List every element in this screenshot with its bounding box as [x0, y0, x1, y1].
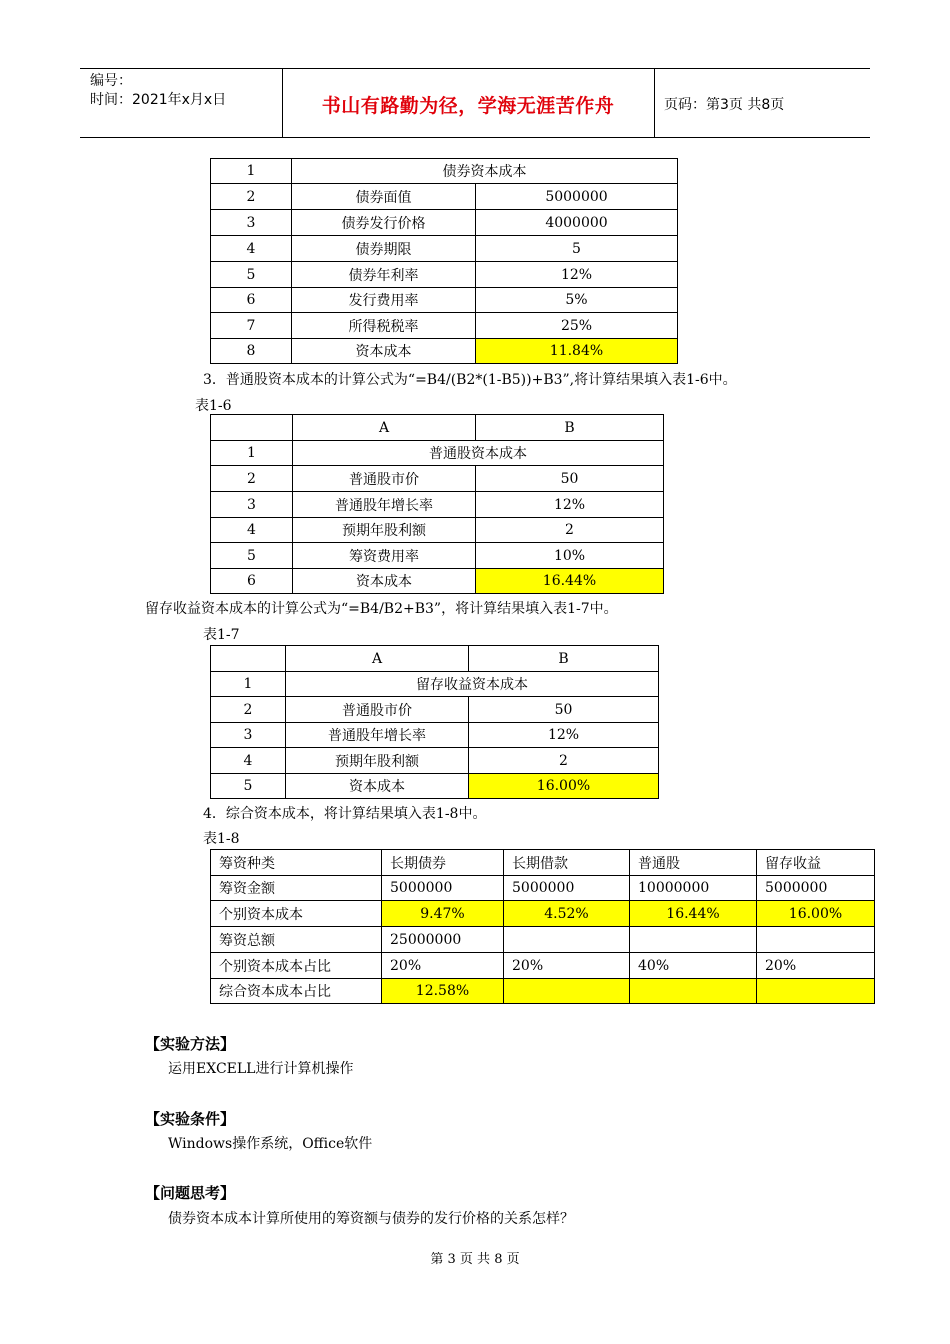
cell-value: 50: [476, 466, 664, 492]
amount-cell: 5000000: [382, 876, 504, 901]
serial-label: 编号：: [90, 73, 132, 89]
cell-label: 资本成本: [286, 774, 469, 799]
amount-cell: 5000000: [504, 876, 630, 901]
individual-cost-cell: 16.00%: [757, 901, 875, 927]
paragraph-retained-earnings: 留存收益资本成本的计算公式为“=B4/B2+B3”，将计算结果填入表1-7中。: [145, 601, 618, 617]
empty-highlight-cell: [630, 979, 757, 1004]
retained-earnings-cost-table: [210, 645, 659, 799]
row-label: 筹资金额: [211, 876, 382, 901]
caption-table-1-8: 表1-8: [203, 831, 240, 847]
row-label: 筹资总额: [211, 927, 382, 953]
row-number: 4: [211, 748, 286, 774]
empty-cell: [757, 927, 875, 953]
page-footer: 第 3 页 共 8 页: [430, 1252, 520, 1267]
row-number: 2: [211, 466, 293, 492]
cell-label: 发行费用率: [292, 288, 476, 313]
row-label: 个别资本成本: [211, 901, 382, 927]
paragraph-composite: 4．综合资本成本，将计算结果填入表1-8中。: [203, 806, 487, 822]
header-page-number: 页码：第3页 共8页: [664, 97, 785, 113]
row-number: 1: [211, 441, 293, 466]
cell-value: 5000000: [476, 184, 678, 210]
cell-label: 普通股市价: [293, 466, 476, 492]
header-divider: [654, 69, 655, 137]
time-text: 时间：2021年x月x日: [90, 92, 227, 108]
row-label: 个别资本成本占比: [211, 953, 382, 979]
row-number: 5: [211, 262, 292, 288]
amount-cell: 10000000: [630, 876, 757, 901]
column-header-b: B: [469, 646, 659, 672]
row-number: 5: [211, 543, 293, 569]
cell-value: 4000000: [476, 210, 678, 236]
cell-label: 所得税税率: [292, 313, 476, 339]
bond-cost-table: [210, 158, 678, 364]
cell-label: 筹资费用率: [293, 543, 476, 569]
individual-cost-cell: 4.52%: [504, 901, 630, 927]
page-header: [80, 68, 870, 138]
row-label: 综合资本成本占比: [211, 979, 382, 1004]
total-amount-cell: 25000000: [382, 927, 504, 953]
corner-cell: [211, 415, 293, 441]
cell-value: 12%: [469, 723, 659, 748]
cell-label: 债券面值: [292, 184, 476, 210]
row-number: 4: [211, 518, 293, 543]
composite-cost-result: 12.58%: [382, 979, 504, 1004]
row-number: 2: [211, 697, 286, 723]
cell-value: 5%: [476, 288, 678, 313]
header-cell: 筹资种类: [211, 850, 382, 876]
section-title-question: 【问题思考】: [145, 1184, 236, 1202]
cell-label: 资本成本: [292, 339, 476, 364]
row-number: 2: [211, 184, 292, 210]
caption-table-1-6: 表1-6: [195, 398, 232, 414]
corner-cell: [211, 646, 286, 672]
row-number: 5: [211, 774, 286, 799]
section-text-method: 运用EXCELL进行计算机操作: [168, 1061, 354, 1077]
share-cell: 40%: [630, 953, 757, 979]
table-title: 债券资本成本: [292, 159, 678, 184]
header-meta: [90, 72, 226, 110]
header-motto: 书山有路勤为径，学海无涯苦作舟: [321, 95, 615, 117]
row-number: 8: [211, 339, 292, 364]
cell-label: 普通股年增长率: [286, 723, 469, 748]
row-number: 7: [211, 313, 292, 339]
row-number: 6: [211, 288, 292, 313]
empty-highlight-cell: [757, 979, 875, 1004]
share-cell: 20%: [757, 953, 875, 979]
empty-highlight-cell: [504, 979, 630, 1004]
individual-cost-cell: 9.47%: [382, 901, 504, 927]
empty-cell: [504, 927, 630, 953]
capital-cost-result: 11.84%: [476, 339, 678, 364]
row-number: 3: [211, 210, 292, 236]
capital-cost-result: 16.00%: [469, 774, 659, 799]
cell-label: 债券年利率: [292, 262, 476, 288]
cell-value: 12%: [476, 262, 678, 288]
section-title-method: 【实验方法】: [145, 1035, 236, 1053]
row-number: 3: [211, 492, 293, 518]
cell-value: 10%: [476, 543, 664, 569]
cell-label: 普通股市价: [286, 697, 469, 723]
table-title: 留存收益资本成本: [286, 672, 659, 697]
header-cell: 普通股: [630, 850, 757, 876]
section-text-conditions: Windows操作系统，Office软件: [168, 1136, 373, 1152]
column-header-a: A: [286, 646, 469, 672]
row-number: 1: [211, 672, 286, 697]
row-number: 3: [211, 723, 286, 748]
cell-label: 预期年股利额: [293, 518, 476, 543]
row-number: 4: [211, 236, 292, 262]
share-cell: 20%: [504, 953, 630, 979]
cell-label: 债券期限: [292, 236, 476, 262]
capital-cost-result: 16.44%: [476, 569, 664, 594]
cell-value: 25%: [476, 313, 678, 339]
header-cell: 长期借款: [504, 850, 630, 876]
paragraph-common-stock: 3．普通股资本成本的计算公式为“=B4/(B2*(1-B5))+B3”,将计算结果填入表1-6中。: [203, 372, 737, 388]
column-header-b: B: [476, 415, 664, 441]
cell-value: 2: [469, 748, 659, 774]
common-stock-cost-table: [210, 414, 664, 594]
section-title-conditions: 【实验条件】: [145, 1110, 236, 1128]
row-number: 1: [211, 159, 292, 184]
header-cell: 留存收益: [757, 850, 875, 876]
table-title: 普通股资本成本: [293, 441, 664, 466]
header-cell: 长期债券: [382, 850, 504, 876]
cell-label: 债券发行价格: [292, 210, 476, 236]
section-text-question: 债券资本成本计算所使用的筹资额与债券的发行价格的关系怎样？: [168, 1211, 574, 1227]
cell-value: 2: [476, 518, 664, 543]
share-cell: 20%: [382, 953, 504, 979]
cell-label: 预期年股利额: [286, 748, 469, 774]
row-number: 6: [211, 569, 293, 594]
cell-value: 12%: [476, 492, 664, 518]
column-header-a: A: [293, 415, 476, 441]
composite-cost-table: [210, 849, 875, 1004]
cell-label: 资本成本: [293, 569, 476, 594]
cell-value: 5: [476, 236, 678, 262]
cell-label: 普通股年增长率: [293, 492, 476, 518]
individual-cost-cell: 16.44%: [630, 901, 757, 927]
caption-table-1-7: 表1-7: [203, 627, 240, 643]
cell-value: 50: [469, 697, 659, 723]
amount-cell: 5000000: [757, 876, 875, 901]
empty-cell: [630, 927, 757, 953]
